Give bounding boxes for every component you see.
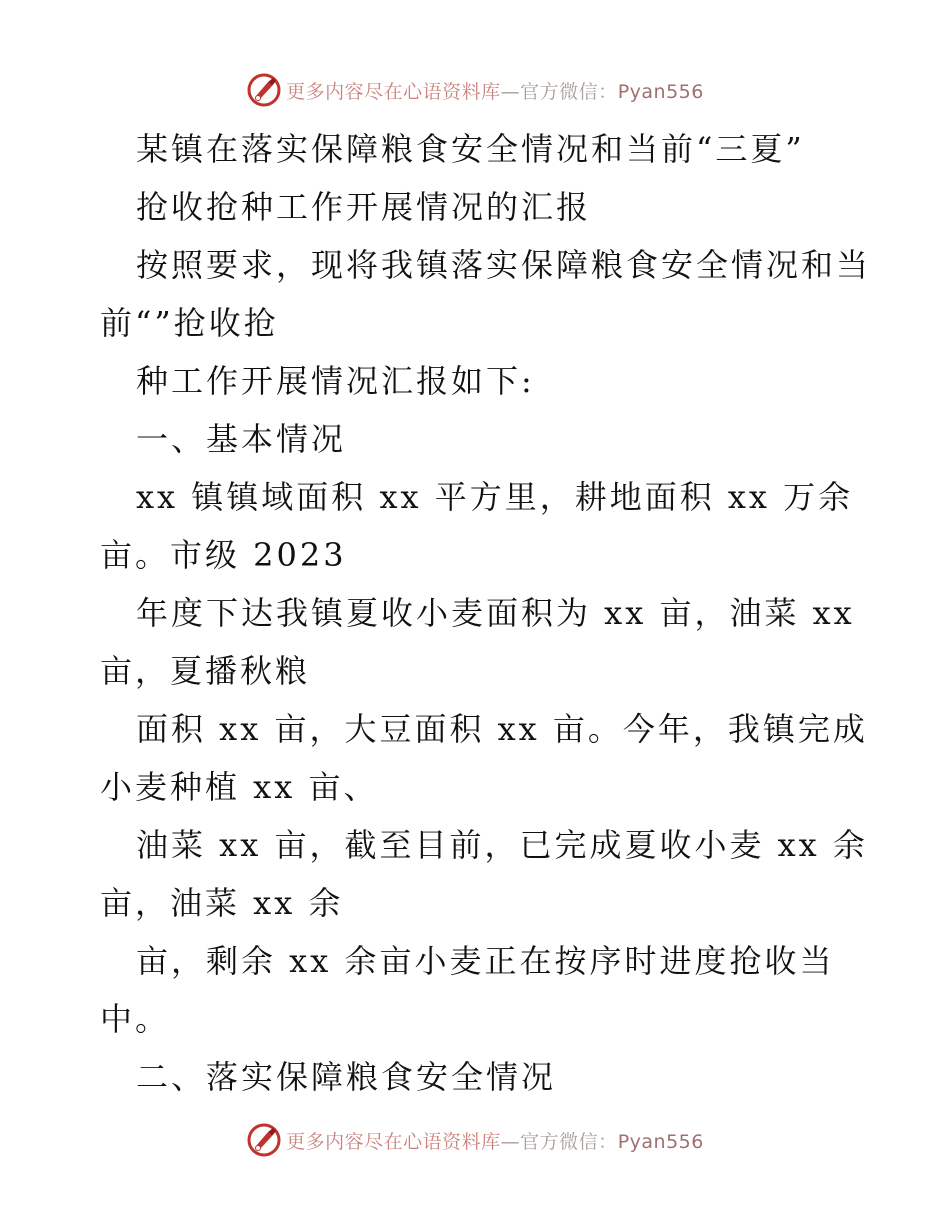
logo-icon <box>246 1122 282 1158</box>
document-body <box>100 120 872 1106</box>
paragraph-line: 小麦种植 xx 亩、 <box>100 768 379 806</box>
paragraph-line: 中。 <box>100 1000 171 1038</box>
banner-dash: — <box>500 1130 521 1153</box>
header-banner <box>0 70 950 110</box>
paragraph-line: 亩，剩余 xx 余亩小麦正在按序时进度抢收当 <box>136 942 835 980</box>
banner-wechat-id: Pyan556 <box>617 80 704 103</box>
paragraph-line: 前“”抢收抢 <box>100 304 279 342</box>
paragraph-line: 亩，夏播秋粮 <box>100 652 311 690</box>
section-heading-2: 二、落实保障粮食安全情况 <box>136 1058 557 1096</box>
doc-title-line-2: 抢收抢种工作开展情况的汇报 <box>136 188 592 226</box>
banner-wechat-label: 官方微信： <box>520 1130 618 1153</box>
section-heading-1: 一、基本情况 <box>136 420 347 458</box>
paragraph-line: 面积 xx 亩，大豆面积 xx 亩。今年，我镇完成 <box>136 710 868 748</box>
banner-text <box>286 77 704 104</box>
paragraph-line: 亩。市级 2023 <box>100 536 347 574</box>
doc-title-line-1: 某镇在落实保障粮食安全情况和当前“三夏” <box>136 130 805 168</box>
banner-text <box>286 1127 704 1154</box>
paragraph-line: xx 镇镇域面积 xx 平方里，耕地面积 xx 万余 <box>136 478 854 516</box>
paragraph-line: 油菜 xx 亩，截至目前，已完成夏收小麦 xx 余 <box>136 826 868 864</box>
banner-main-text: 更多内容尽在心语资料库 <box>286 80 501 103</box>
banner-wechat-id: Pyan556 <box>617 1130 704 1153</box>
banner-main-text: 更多内容尽在心语资料库 <box>286 1130 501 1153</box>
paragraph-line: 种工作开展情况汇报如下: <box>136 362 535 400</box>
banner-wechat-label: 官方微信： <box>520 80 618 103</box>
logo-icon <box>246 72 282 108</box>
footer-banner <box>0 1120 950 1160</box>
paragraph-line: 年度下达我镇夏收小麦面积为 xx 亩，油菜 xx <box>136 594 855 632</box>
paragraph-line: 亩，油菜 xx 余 <box>100 884 344 922</box>
banner-dash: — <box>500 80 521 103</box>
paragraph-line: 按照要求，现将我镇落实保障粮食安全情况和当 <box>136 246 872 284</box>
